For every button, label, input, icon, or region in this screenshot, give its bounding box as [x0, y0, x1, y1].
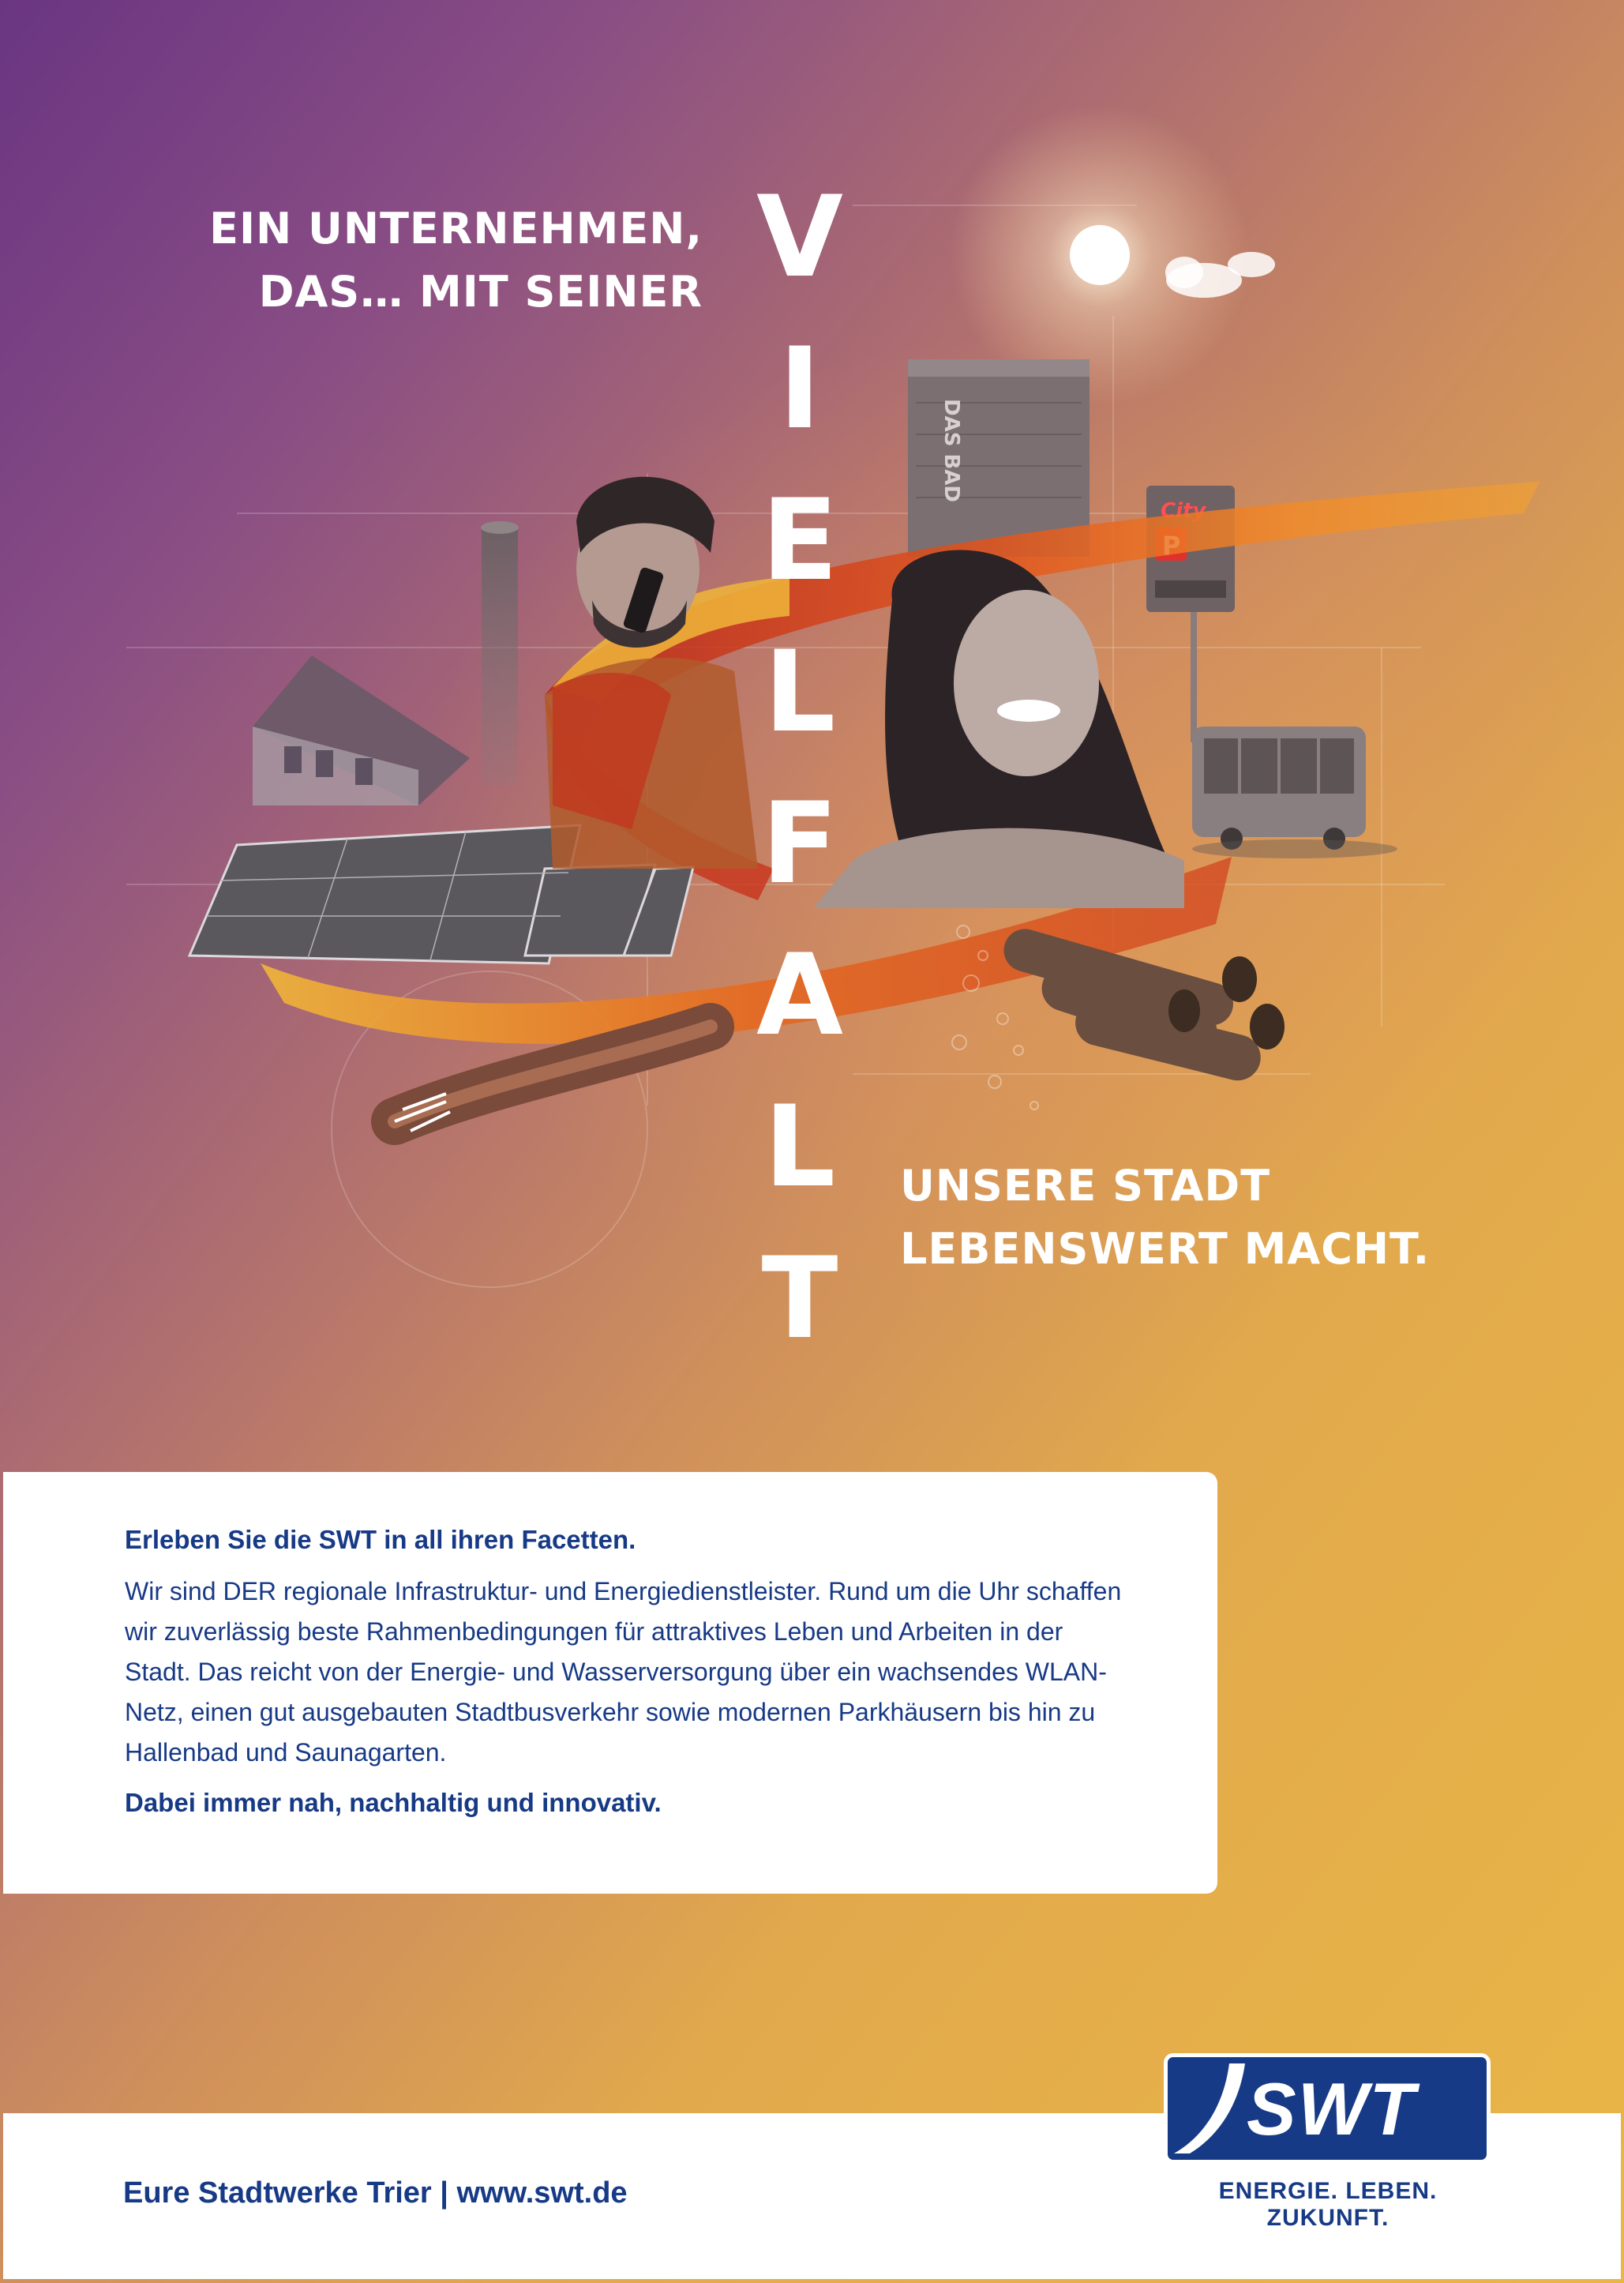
footer-tagline[interactable]: Eure Stadtwerke Trier | www.swt.de	[123, 2176, 628, 2210]
swimming-bath-tower	[908, 359, 1090, 557]
logo-brand-text: SWT	[1247, 2067, 1416, 2150]
headline-left	[118, 197, 703, 324]
tower-sign-text: DAS BAD	[940, 399, 963, 503]
chimney	[481, 521, 519, 786]
headline-right-line-1: UNSERE STADT	[900, 1161, 1271, 1211]
headline-right	[900, 1155, 1532, 1281]
info-box	[3, 1472, 1217, 1894]
keyword-letter: F	[761, 779, 838, 909]
bus	[1192, 727, 1397, 858]
info-intro: Erleben Sie die SWT in all ihren Facetten.	[125, 1525, 636, 1554]
info-closing: Dabei immer nah, nachhaltig und innovativ.	[125, 1788, 662, 1817]
keyword-letter: V	[756, 172, 843, 302]
swt-logo	[1164, 2053, 1491, 2164]
pipes	[999, 924, 1285, 1085]
headline-left-line-1: EIN UNTERNEHMEN,	[209, 204, 703, 253]
keyword-letter: I	[778, 324, 821, 454]
parking-city-label: City	[1161, 499, 1206, 523]
vertical-keyword	[748, 162, 851, 1375]
keyword-letter: T	[761, 1233, 838, 1364]
keyword-letter: A	[756, 930, 843, 1061]
keyword-letter: E	[761, 475, 838, 606]
keyword-letter: L	[763, 627, 836, 757]
info-body: Wir sind DER regionale Infrastruktur- und Energiedienstleister. Rund um die Uhr schaffen wir zuverlässig beste Rahmenbedingungen für attraktives Leben und Arbeiten in der Stadt. Das reicht von der Energie- und Wasserversorgung über ein wachsendes WLAN-Netz, einen gut ausgebauten Stadtbusverkehr sowie modernen Parkhäusern bis hin zu Hallenbad und Saunagarten.	[125, 1577, 1122, 1767]
headline-right-line-2: LEBENSWERT MACHT.	[900, 1224, 1431, 1274]
headline-left-line-2: DAS… MIT SEINER	[258, 267, 703, 317]
logo-slogan: ENERGIE. LEBEN. ZUKUNFT.	[1218, 2178, 1438, 2231]
house	[253, 655, 470, 805]
keyword-letter: L	[763, 1082, 836, 1212]
